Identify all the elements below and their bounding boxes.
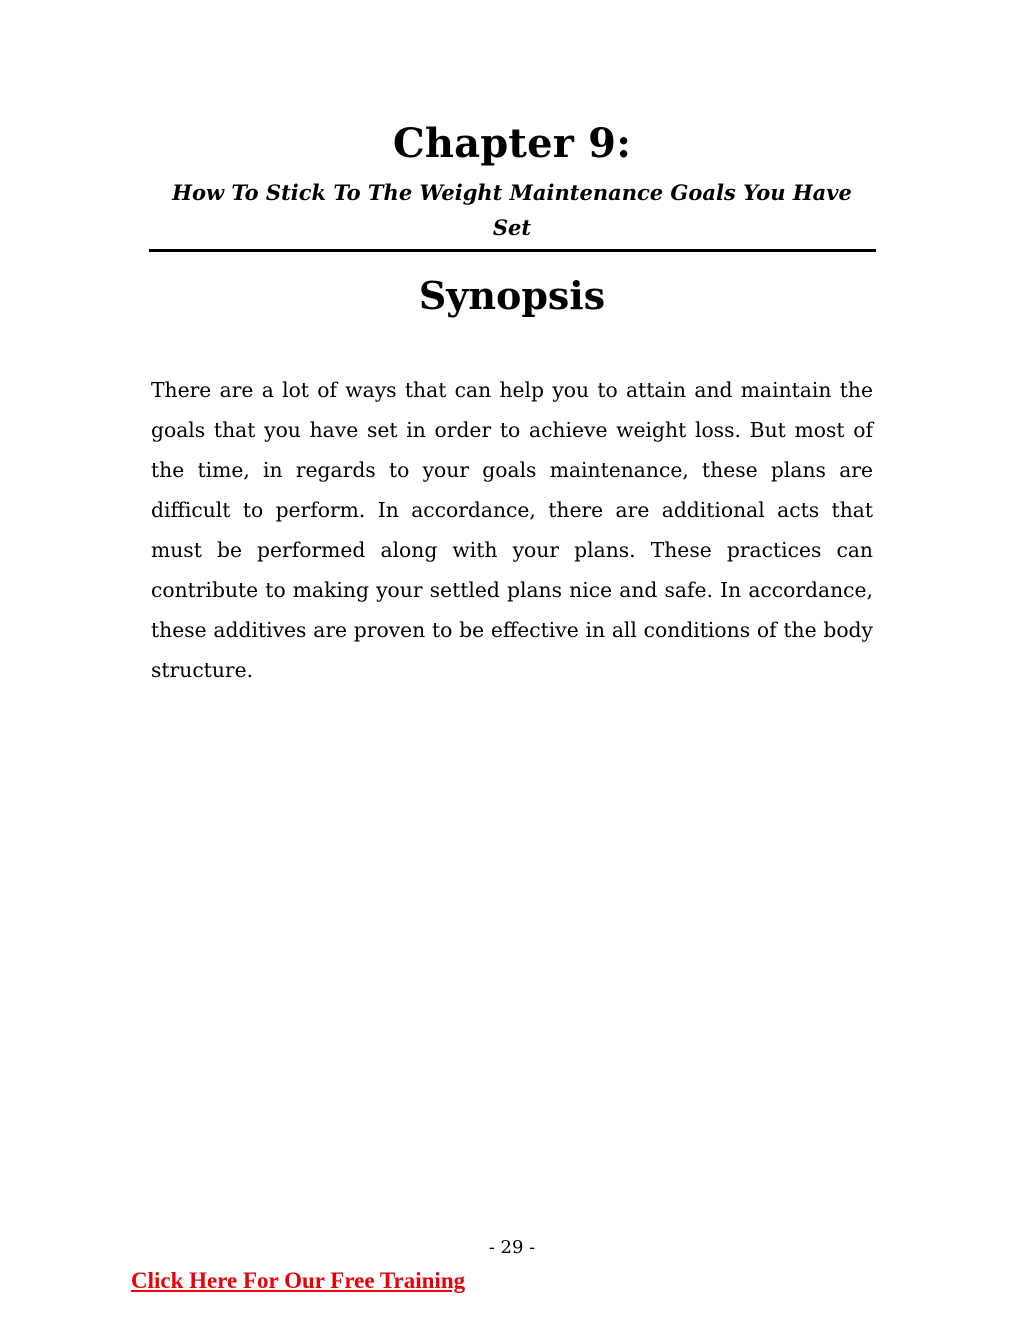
- page-number: - 29 -: [488, 1237, 536, 1258]
- section-heading: Synopsis: [418, 273, 606, 318]
- horizontal-divider: [149, 249, 876, 252]
- chapter-subtitle: How To Stick To The Weight Maintenance Goals You Have Set: [172, 180, 852, 240]
- free-training-link[interactable]: Click Here For Our Free Training: [131, 1268, 466, 1293]
- body-paragraph: There are a lot of ways that can help you to attain and maintain the goals that you have set in order to achieve weight loss. But most of the time, in regards to your goals maintenance, these plans are difficult to perform. In accordance, there are additional acts that must be performed along with your plans. These practices can contribute to making your settled plans nice and safe. In accordance, these additives are proven to be effective in all conditions of the body structure.: [151, 378, 873, 682]
- chapter-title: Chapter 9:: [392, 120, 632, 167]
